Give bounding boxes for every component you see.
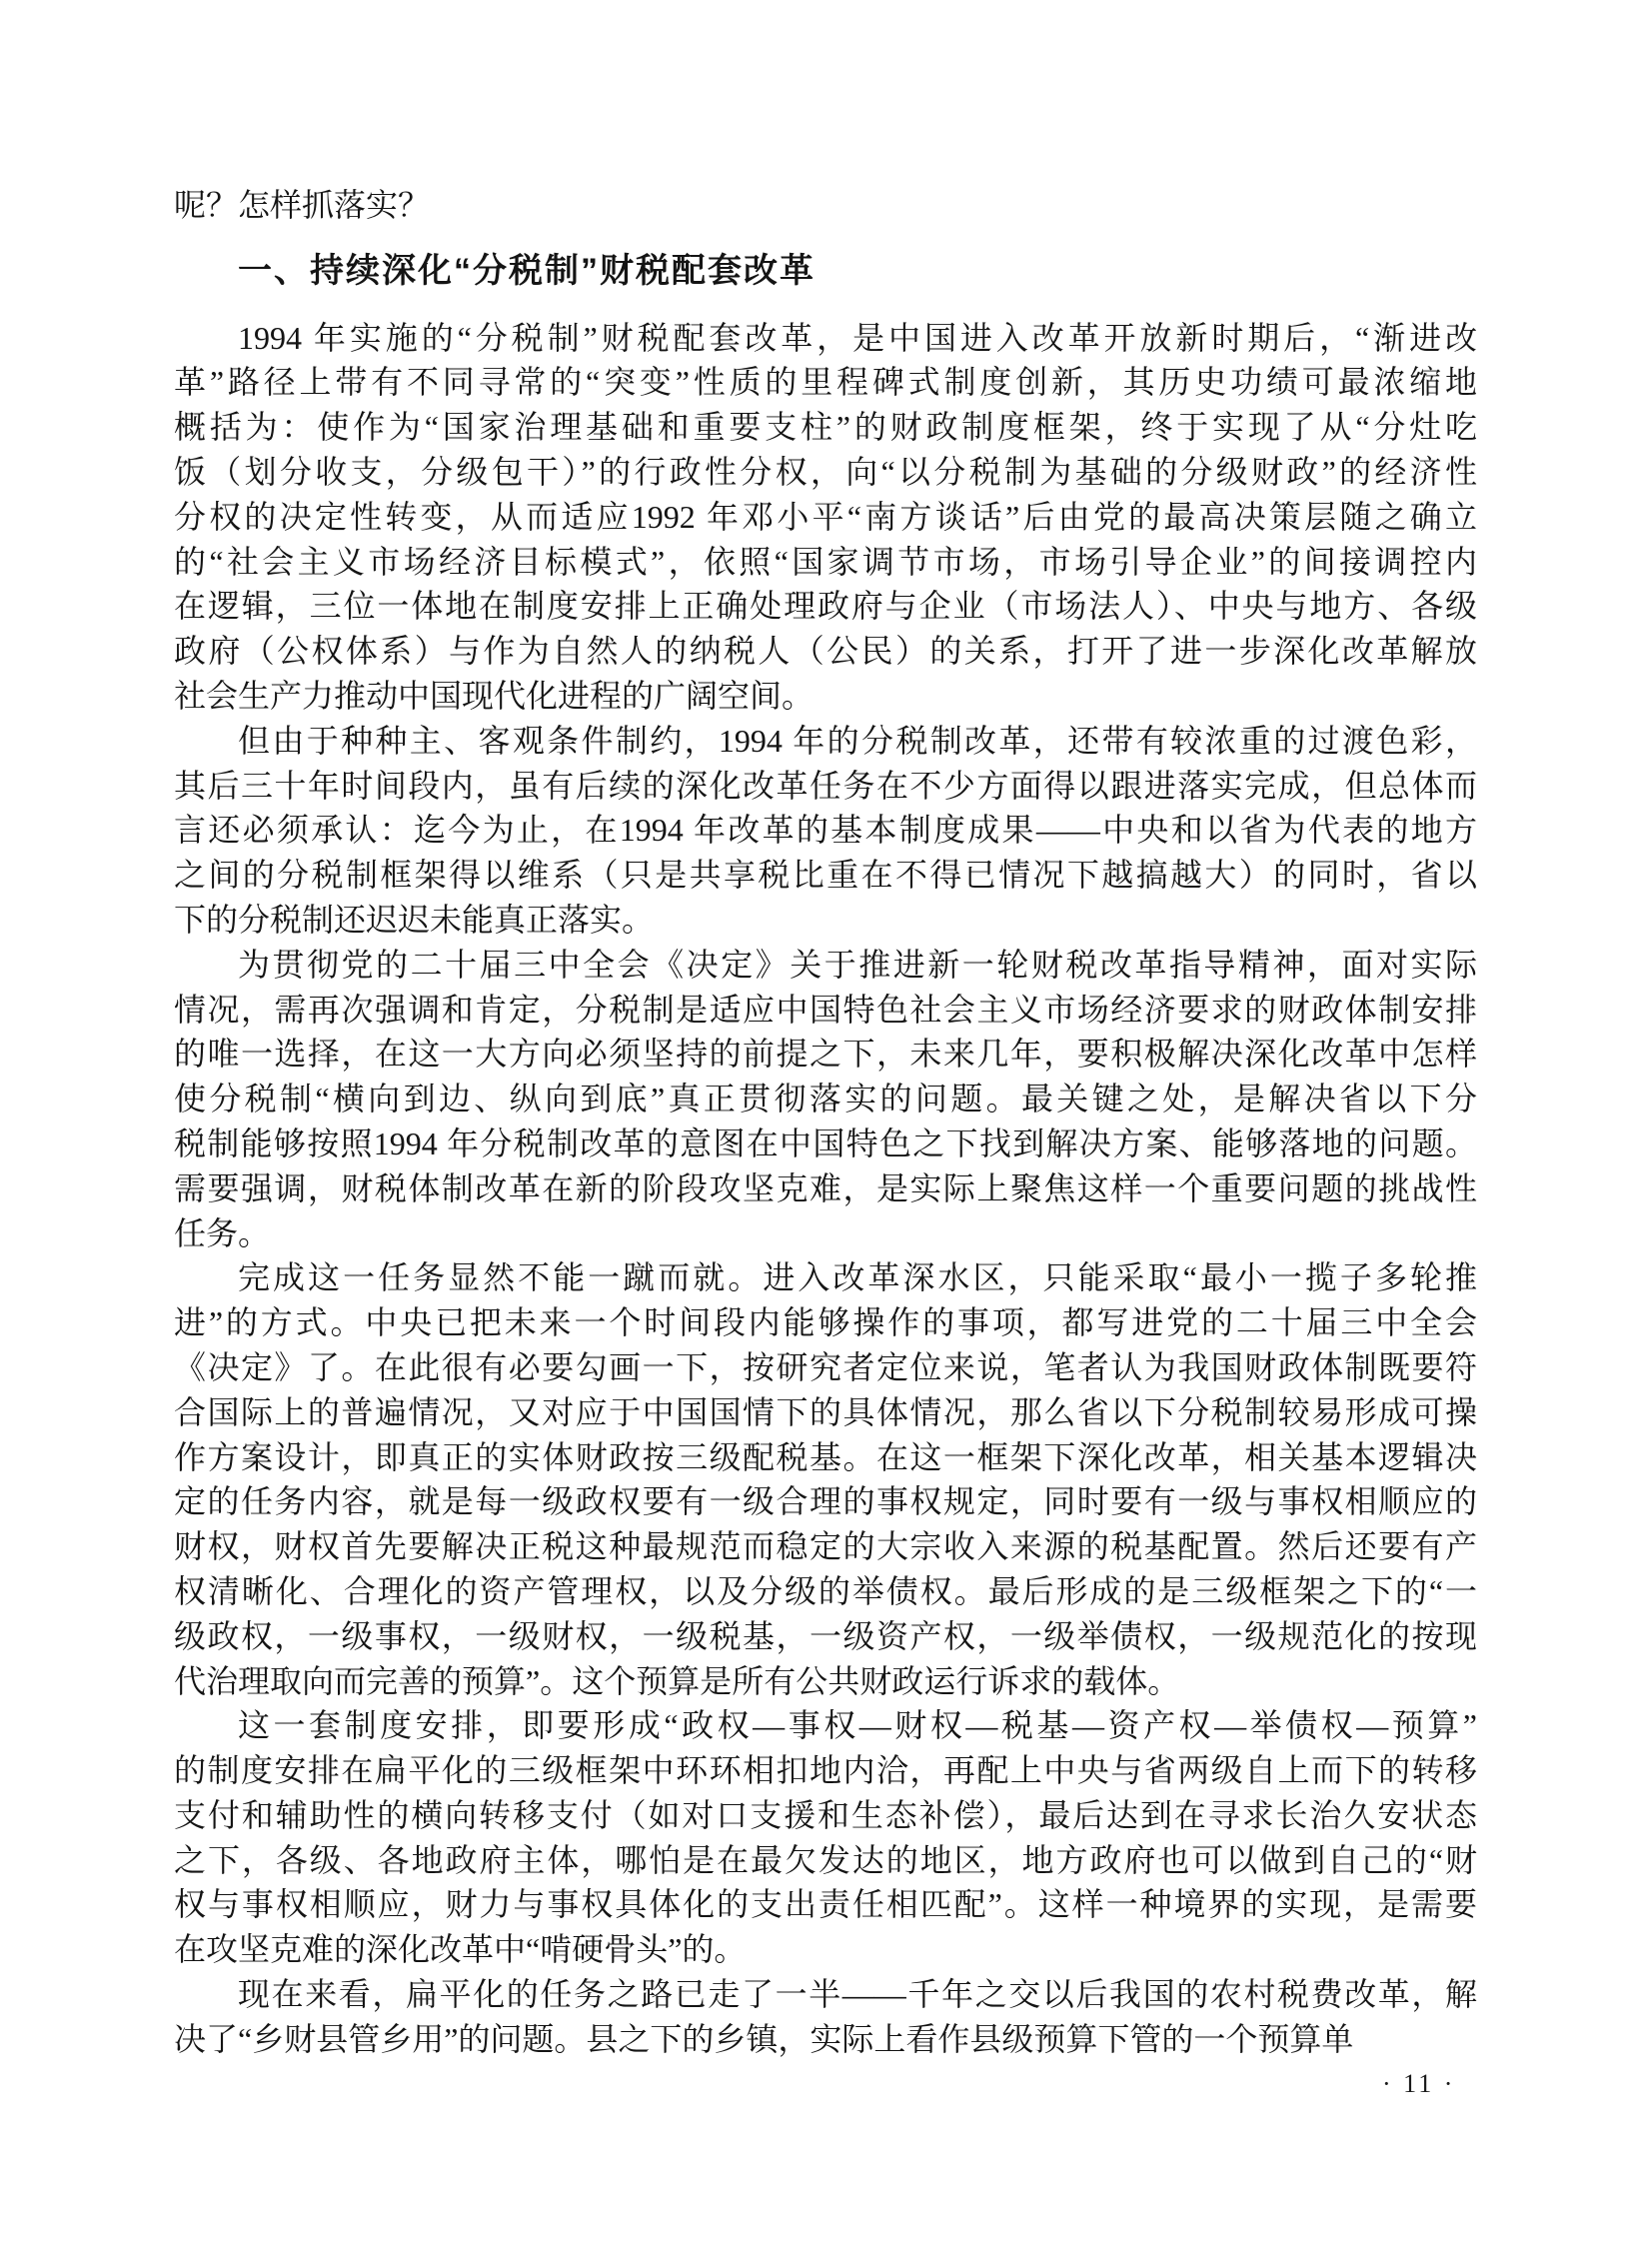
text-line: 革”路径上带有不同寻常的“突变”性质的里程碑式制度创新，其历史功绩可最浓缩地 bbox=[174, 364, 1477, 401]
text-line: 的唯一选择，在这一大方向必须坚持的前提之下，未来几年，要积极解决深化改革中怎样 bbox=[174, 1036, 1477, 1073]
text-line: 但由于种种主、客观条件制约，1994 年的分税制改革，还带有较浓重的过渡色彩， bbox=[238, 722, 1477, 759]
text-line: 分权的决定性转变，从而适应1992 年邓小平“南方谈话”后由党的最高决策层随之确立 bbox=[174, 498, 1477, 535]
text-line: 进”的方式。中央已把未来一个时间段内能够操作的事项，都写进党的二十届三中全会 bbox=[174, 1304, 1477, 1341]
text-line: 《决定》了。在此很有必要勾画一下，按研究者定位来说，笔者认为我国财政体制既要符 bbox=[174, 1348, 1477, 1385]
text-line: 税制能够按照1994 年分税制改革的意图在中国特色之下找到解决方案、能够落地的问题。 bbox=[174, 1124, 1477, 1161]
text-line: 情况，需再次强调和肯定，分税制是适应中国特色社会主义市场经济要求的财政体制安排 bbox=[174, 991, 1477, 1028]
text-line: 这一套制度安排，即要形成“政权—事权—财权—税基—资产权—举债权—预算” bbox=[238, 1707, 1477, 1744]
text-block bbox=[174, 183, 1477, 2062]
text-line: 之下，各级、各地政府主体，哪怕是在最欠发达的地区，地方政府也可以做到自己的“财 bbox=[174, 1841, 1477, 1878]
text-line: 级政权，一级事权，一级财权，一级税基，一级资产权，一级举债权，一级规范化的按现 bbox=[174, 1617, 1477, 1654]
text-line: 财权，财权首先要解决正税这种最规范而稳定的大宗收入来源的税基配置。然后还要有产 bbox=[174, 1528, 1477, 1565]
text-line: 政府（公权体系）与作为自然人的纳税人（公民）的关系，打开了进一步深化改革解放 bbox=[174, 633, 1477, 670]
text-line: 下的分税制还迟迟未能真正落实。 bbox=[174, 901, 655, 938]
text-line: 支付和辅助性的横向转移支付（如对口支援和生态补偿），最后达到在寻求长治久安状态 bbox=[174, 1796, 1477, 1833]
text-line: 合国际上的普遍情况，又对应于中国国情下的具体情况，那么省以下分税制较易形成可操 bbox=[174, 1393, 1477, 1430]
section-heading: 一、持续深化“分税制”财税配套改革 bbox=[238, 251, 816, 290]
text-line: 任务。 bbox=[174, 1214, 271, 1251]
text-line: 言还必须承认：迄今为止，在1994 年改革的基本制度成果——中央和以省为代表的地方 bbox=[174, 812, 1477, 849]
text-line: 在逻辑，三位一体地在制度安排上正确处理政府与企业（市场法人）、中央与地方、各级 bbox=[174, 588, 1477, 625]
text-line: 1994 年实施的“分税制”财税配套改革，是中国进入改革开放新时期后，“渐进改 bbox=[238, 319, 1477, 356]
continuation-line: 呢？怎样抓落实？ bbox=[174, 187, 431, 223]
text-line: 决了“乡财县管乡用”的问题。县之下的乡镇，实际上看作县级预算下管的一个预算单 bbox=[174, 2020, 1354, 2057]
text-line: 现在来看，扁平化的任务之路已走了一半——千年之交以后我国的农村税费改革，解 bbox=[238, 1976, 1477, 2013]
text-line: 需要强调，财税体制改革在新的阶段攻坚克难，是实际上聚焦这样一个重要问题的挑战性 bbox=[174, 1169, 1477, 1206]
body-paragraphs bbox=[174, 316, 1477, 2062]
text-line: 在攻坚克难的深化改革中“啃硬骨头”的。 bbox=[174, 1931, 747, 1968]
text-line: 完成这一任务显然不能一蹴而就。进入改革深水区，只能采取“最小一揽子多轮推 bbox=[238, 1259, 1477, 1296]
text-line: 作方案设计，即真正的实体财政按三级配税基。在这一框架下深化改革，相关基本逻辑决 bbox=[174, 1438, 1477, 1475]
text-line: 概括为：使作为“国家治理基础和重要支柱”的财政制度框架，终于实现了从“分灶吃 bbox=[174, 409, 1477, 446]
text-line: 其后三十年时间段内，虽有后续的深化改革任务在不少方面得以跟进落实完成，但总体而 bbox=[174, 767, 1477, 804]
text-line: 权与事权相顺应，财力与事权具体化的支出责任相匹配”。这样一种境界的实现，是需要 bbox=[174, 1886, 1477, 1923]
paragraph bbox=[174, 1972, 1477, 2062]
paragraph bbox=[174, 719, 1477, 943]
text-line: 代治理取向而完善的预算”。这个预算是所有公共财政运行诉求的载体。 bbox=[174, 1662, 1180, 1699]
text-line: 之间的分税制框架得以维系（只是共享税比重在不得已情况下越搞越大）的同时，省以 bbox=[174, 857, 1477, 894]
text-line: 饭（划分收支，分级包干）”的行政性分权，向“以分税制为基础的分级财政”的经济性 bbox=[174, 453, 1477, 490]
paragraph bbox=[174, 316, 1477, 719]
paragraph bbox=[174, 943, 1477, 1256]
text-line: 的制度安排在扁平化的三级框架中环环相扣地内洽，再配上中央与省两级自上而下的转移 bbox=[174, 1752, 1477, 1789]
paragraph bbox=[174, 1255, 1477, 1703]
paragraph bbox=[174, 1703, 1477, 1972]
text-line: 使分税制“横向到边、纵向到底”真正贯彻落实的问题。最关键之处，是解决省以下分 bbox=[174, 1081, 1477, 1118]
text-line: 为贯彻党的二十届三中全会《决定》关于推进新一轮财税改革指导精神，面对实际 bbox=[238, 946, 1477, 983]
text-line: 权清晰化、合理化的资产管理权，以及分级的举债权。最后形成的是三级框架之下的“一 bbox=[174, 1572, 1477, 1609]
page-number: · 11 · bbox=[1382, 2069, 1456, 2098]
text-line: 社会生产力推动中国现代化进程的广阔空间。 bbox=[174, 677, 815, 714]
text-line: 的“社会主义市场经济目标模式”，依照“国家调节市场，市场引导企业”的间接调控内 bbox=[174, 543, 1477, 580]
text-line: 定的任务内容，就是每一级政权要有一级合理的事权规定，同时要有一级与事权相顺应的 bbox=[174, 1483, 1477, 1520]
